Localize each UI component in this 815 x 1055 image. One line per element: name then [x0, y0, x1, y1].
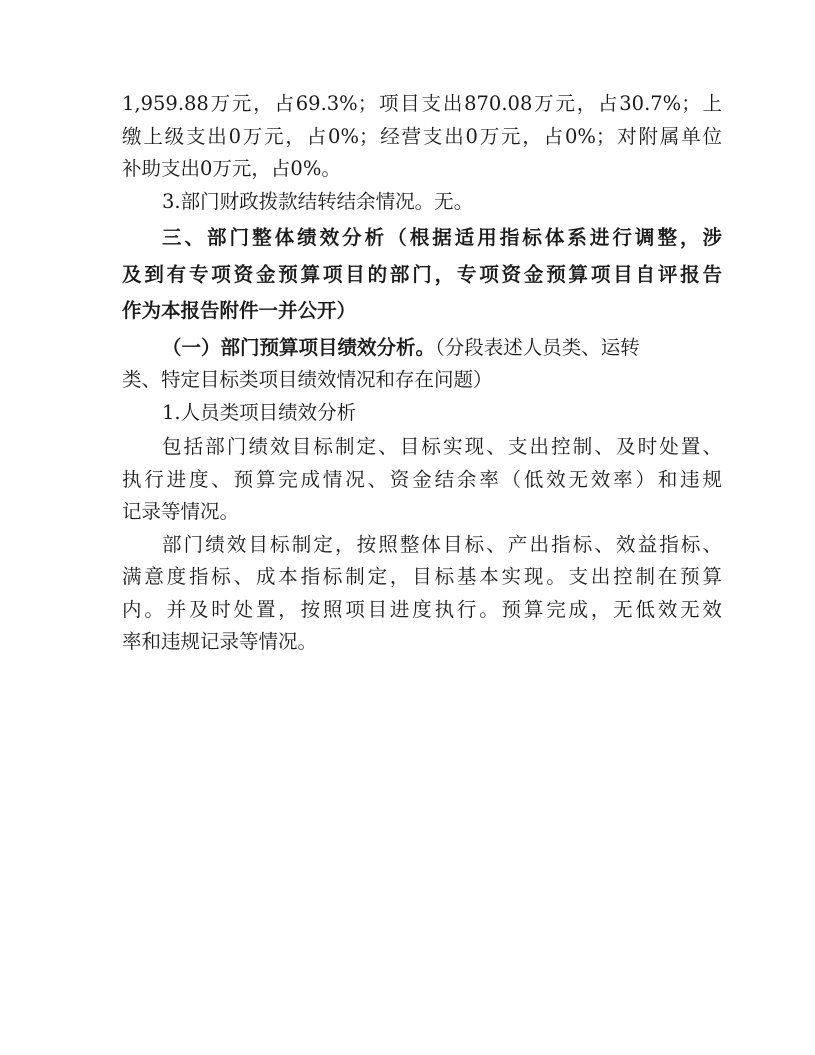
analysis-paragraph [122, 529, 722, 659]
text-line: 满意度指标、成本指标制定，目标基本实现。支出控制在预算 [122, 565, 722, 588]
text-line: 类、特定目标类项目绩效情况和存在问题） [122, 368, 493, 391]
text-line: 部门绩效目标制定，按照整体目标、产出指标、效益指标、 [162, 532, 722, 556]
budget-paragraph [122, 88, 722, 186]
subsection-first-line [122, 332, 722, 365]
subsection-title: （一）部门预算项目绩效分析。 [162, 335, 436, 359]
text-line: 率和违规记录等情况。 [122, 630, 318, 653]
section-3-heading [122, 220, 722, 330]
heading-line: 作为本报告附件一并公开） [122, 299, 357, 322]
item-3-paragraph [122, 186, 722, 219]
text-line: 执行进度、预算完成情况、资金结余率（低效无效率）和违规 [122, 467, 722, 491]
text-line: 包括部门绩效目标制定、目标实现、支出控制、及时处置、 [162, 435, 722, 458]
text-line: 3.部门财政拨款结转结余情况。无。 [162, 189, 474, 213]
heading-line: 及到有专项资金预算项目的部门，专项资金预算项目自评报告 [122, 262, 722, 286]
item-1-title [122, 397, 722, 430]
subsection-note: （分段表述人员类、运转 [435, 335, 640, 359]
text-line: 记录等情况。 [122, 500, 240, 523]
text-line: 补助支出0万元，占0%。 [122, 157, 341, 180]
includes-paragraph [122, 431, 722, 529]
document-body [122, 88, 722, 659]
text-line: 缴上级支出0万元，占0%；经营支出0万元，占0%；对附属单位 [122, 124, 722, 148]
text-line: 内。并及时处置，按照项目进度执行。预算完成，无低效无效 [122, 597, 722, 621]
text-line: 1,959.88万元，占69.3%；项目支出870.08万元，占30.7%；上 [122, 92, 722, 115]
subsection-1-heading [122, 332, 722, 397]
text-line: 1.人员类项目绩效分析 [162, 400, 357, 424]
heading-line: 三、部门整体绩效分析（根据适用指标体系进行调整，涉 [162, 226, 722, 249]
